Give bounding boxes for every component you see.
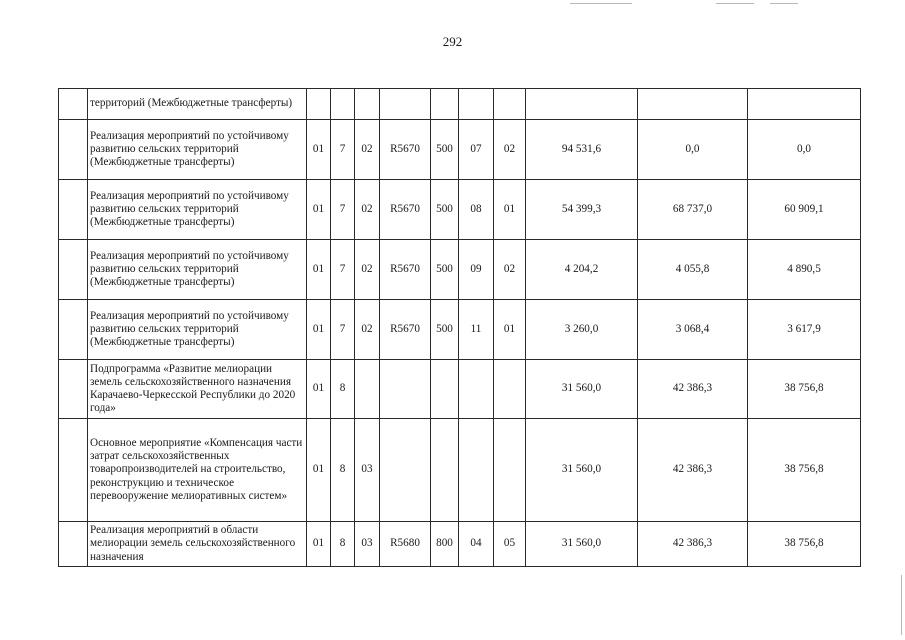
- amount-cell: 42 386,3: [638, 360, 748, 419]
- code-cell: 01: [307, 120, 331, 180]
- blank-cell: [59, 180, 88, 240]
- table-row: [59, 89, 861, 120]
- code-cell: [459, 89, 494, 120]
- scan-mark-top: [570, 3, 632, 4]
- table-row: [59, 419, 861, 522]
- amount-cell: 3 260,0: [526, 300, 638, 360]
- amount-cell: 4 890,5: [748, 240, 861, 300]
- amount-cell: 31 560,0: [526, 419, 638, 522]
- table-row: [59, 180, 861, 240]
- code-cell: 07: [459, 120, 494, 180]
- code-cell: [307, 89, 331, 120]
- blank-cell: [59, 240, 88, 300]
- code-cell: 7: [331, 180, 355, 240]
- amount-cell: 54 399,3: [526, 180, 638, 240]
- scan-mark-top: [716, 3, 754, 4]
- page-number: 292: [442, 34, 463, 49]
- table-row: [59, 360, 861, 419]
- code-cell: [494, 89, 526, 120]
- amount-cell: 38 756,8: [748, 419, 861, 522]
- amount-cell: 38 756,8: [748, 360, 861, 419]
- table-row: [59, 240, 861, 300]
- code-cell: [459, 360, 494, 419]
- amount-cell: 0,0: [748, 120, 861, 180]
- amount-cell: [748, 89, 861, 120]
- code-cell: [494, 360, 526, 419]
- amount-cell: 42 386,3: [638, 419, 748, 522]
- table-row: [59, 120, 861, 180]
- code-cell: 01: [494, 300, 526, 360]
- code-cell: 7: [331, 120, 355, 180]
- code-cell: R5670: [380, 120, 431, 180]
- item-name: Основное мероприятие «Компенсация части затрат сельскохозяйственных товаропроизводителей на строительство, реконструкцию и техническое перевооружение мелиоративных систем»: [88, 419, 307, 522]
- blank-cell: [59, 360, 88, 419]
- code-cell: R5670: [380, 180, 431, 240]
- item-name: Подпрограмма «Развитие мелиорации земель сельскохозяйственного назначения Карачаево-Черкесской Республики до 2020 года»: [88, 360, 307, 419]
- code-cell: 500: [431, 120, 459, 180]
- code-cell: 01: [307, 522, 331, 567]
- code-cell: 8: [331, 522, 355, 567]
- code-cell: 11: [459, 300, 494, 360]
- amount-cell: 4 055,8: [638, 240, 748, 300]
- code-cell: [355, 360, 380, 419]
- code-cell: 02: [355, 180, 380, 240]
- amount-cell: 60 909,1: [748, 180, 861, 240]
- item-name: Реализация мероприятий по устойчивому развитию сельских территорий (Межбюджетные трансферты): [88, 180, 307, 240]
- code-cell: 7: [331, 300, 355, 360]
- item-name: территорий (Межбюджетные трансферты): [88, 89, 307, 120]
- code-cell: R5680: [380, 522, 431, 567]
- amount-cell: [526, 89, 638, 120]
- code-cell: 02: [494, 240, 526, 300]
- item-name: Реализация мероприятий в области мелиорации земель сельскохозяйственного назначения: [88, 522, 307, 567]
- code-cell: [380, 360, 431, 419]
- table-row: [59, 522, 861, 567]
- budget-table: [58, 88, 861, 567]
- code-cell: 03: [355, 522, 380, 567]
- code-cell: 8: [331, 360, 355, 419]
- blank-cell: [59, 522, 88, 567]
- code-cell: 02: [355, 240, 380, 300]
- code-cell: 7: [331, 240, 355, 300]
- item-name: Реализация мероприятий по устойчивому развитию сельских территорий (Межбюджетные трансферты): [88, 120, 307, 180]
- item-name: Реализация мероприятий по устойчивому развитию сельских территорий (Межбюджетные трансферты): [88, 240, 307, 300]
- code-cell: 04: [459, 522, 494, 567]
- code-cell: 02: [494, 120, 526, 180]
- amount-cell: 4 204,2: [526, 240, 638, 300]
- table-row: [59, 300, 861, 360]
- code-cell: 01: [307, 240, 331, 300]
- code-cell: 01: [307, 419, 331, 522]
- code-cell: [459, 419, 494, 522]
- code-cell: 01: [307, 300, 331, 360]
- amount-cell: [638, 89, 748, 120]
- amount-cell: 0,0: [638, 120, 748, 180]
- code-cell: [355, 89, 380, 120]
- code-cell: 500: [431, 180, 459, 240]
- scan-mark-right: [901, 575, 902, 635]
- code-cell: 500: [431, 300, 459, 360]
- code-cell: 02: [355, 120, 380, 180]
- code-cell: [431, 89, 459, 120]
- code-cell: [380, 89, 431, 120]
- blank-cell: [59, 419, 88, 522]
- code-cell: [380, 419, 431, 522]
- amount-cell: 68 737,0: [638, 180, 748, 240]
- code-cell: 500: [431, 240, 459, 300]
- code-cell: 09: [459, 240, 494, 300]
- code-cell: [494, 419, 526, 522]
- code-cell: 8: [331, 419, 355, 522]
- code-cell: 05: [494, 522, 526, 567]
- table-body: [59, 89, 861, 567]
- code-cell: [331, 89, 355, 120]
- amount-cell: 31 560,0: [526, 360, 638, 419]
- code-cell: 08: [459, 180, 494, 240]
- amount-cell: 31 560,0: [526, 522, 638, 567]
- amount-cell: 42 386,3: [638, 522, 748, 567]
- blank-cell: [59, 89, 88, 120]
- amount-cell: 3 617,9: [748, 300, 861, 360]
- code-cell: [431, 360, 459, 419]
- code-cell: 01: [307, 360, 331, 419]
- blank-cell: [59, 300, 88, 360]
- code-cell: 02: [355, 300, 380, 360]
- code-cell: R5670: [380, 300, 431, 360]
- amount-cell: 3 068,4: [638, 300, 748, 360]
- amount-cell: 94 531,6: [526, 120, 638, 180]
- code-cell: 800: [431, 522, 459, 567]
- code-cell: 03: [355, 419, 380, 522]
- item-name: Реализация мероприятий по устойчивому развитию сельских территорий (Межбюджетные трансферты): [88, 300, 307, 360]
- code-cell: 01: [307, 180, 331, 240]
- scan-mark-top: [770, 3, 798, 4]
- code-cell: R5670: [380, 240, 431, 300]
- code-cell: [431, 419, 459, 522]
- code-cell: 01: [494, 180, 526, 240]
- amount-cell: 38 756,8: [748, 522, 861, 567]
- blank-cell: [59, 120, 88, 180]
